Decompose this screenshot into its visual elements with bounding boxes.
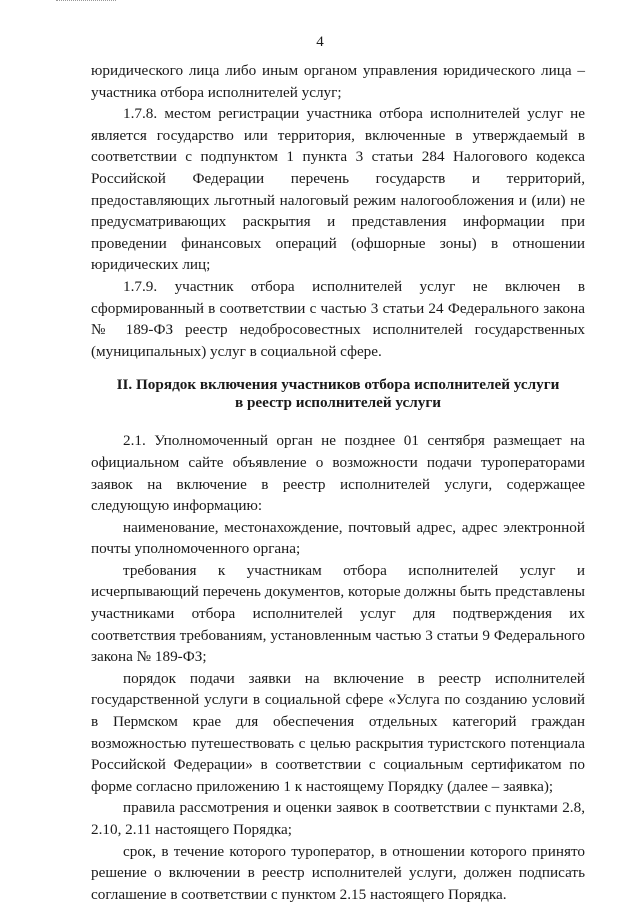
- list-item-signing-deadline: срок, в течение которого туроператор, в отношении которого принято решение о включении в реестр исполнителей услуги, должен подписать соглашение в соответствии с пунктом 2.15 настоящего Порядка.: [91, 842, 585, 903]
- paragraph-continuation: юридического лица либо иным органом управления юридического лица – участника отбора исполнителей услуг;: [91, 62, 585, 101]
- section-heading: [91, 376, 585, 412]
- list-item-name-address: наименование, местонахождение, почтовый адрес, адрес электронной почты уполномоченного органа;: [91, 518, 585, 558]
- document-body: [91, 60, 585, 905]
- list-item-application-procedure: порядок подачи заявки на включение в реестр исполнителей государственной услуги в социальной сфере «Услуга по созданию условий в Пермском крае для обеспечения отдельных категорий граждан возможностью путешествовать с целью раскрытия туристского потенциала Российской Федерации» в соответствии с социальным сертификатом по форме согласно приложению 1 к настоящему Порядку (далее – заявка);: [91, 669, 585, 795]
- scan-artifact: [56, 0, 116, 3]
- paragraph-2-1: 2.1. Уполномоченный орган не позднее 01 сентября размещает на официальном сайте объявление о возможности подачи туроператорами заявок на включение в реестр исполнителей услуги, содержащее следующую информацию:: [91, 432, 585, 515]
- section-heading-line-1: II. Порядок включения участников отбора исполнителей услуги: [116, 376, 560, 394]
- section-heading-line-2: в реестр исполнителей услуги: [234, 394, 442, 412]
- paragraph-1-7-9: 1.7.9. участник отбора исполнителей услуг не включен в сформированный в соответствии с частью 3 статьи 24 Федерального закона № 189-ФЗ реестр недобросовестных исполнителей государственных (муниципальных) услуг в социальной сфере.: [91, 277, 585, 360]
- paragraph-1-7-8: 1.7.8. местом регистрации участника отбора исполнителей услуг не является государство или территория, включенные в утверждаемый в соответствии с подпунктом 1 пункта 3 статьи 284 Налогового кодекса Российской Федерации перечень государств и территорий, предоставляющих льготный налоговый режим налогообложения и (или) не предусматривающих раскрытия и представления информации при проведении финансовых операций (офшорные зоны) в отношении юридических лиц;: [91, 105, 585, 274]
- list-item-requirements: требования к участникам отбора исполнителей услуг и исчерпывающий перечень документов, которые должны быть представлены участниками отбора исполнителей услуг для подтверждения их соответствия требованиям, установленным частью 3 статьи 9 Федерального закона № 189-ФЗ;: [91, 561, 585, 666]
- page-number: 4: [316, 34, 324, 50]
- list-item-review-rules: правила рассмотрения и оценки заявок в соответствии с пунктами 2.8, 2.10, 2.11 настоящего Порядка;: [91, 799, 585, 838]
